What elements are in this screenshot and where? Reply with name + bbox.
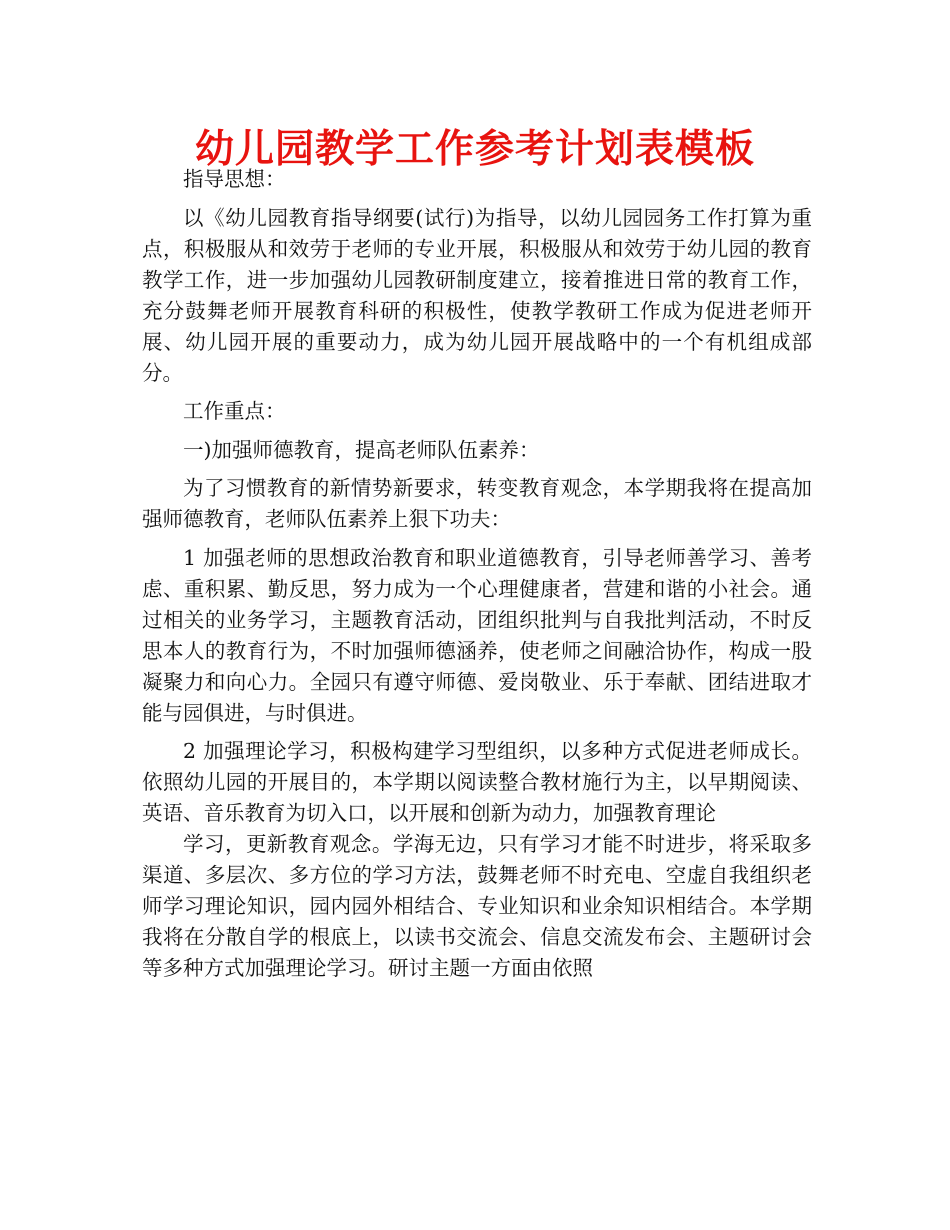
paragraph-item-2-continued: 学习，更新教育观念。学海无边，只有学习才能不时进步，将采取多渠道、多层次、多方位的学习方法，鼓舞老师不时充电、空虚自我组织老师学习理论知识，园内园外相结合、专业知识和业余知识相结合。本学期我将在分散自学的根底上，以读书交流会、信息交流发布会、主题研讨会等多种方式加强理论学习。研讨主题一方面由依照	[142, 832, 812, 980]
document-title: 幼儿园教学工作参考计划表模板	[194, 127, 755, 172]
paragraph-item-2: 2 加强理论学习，积极构建学习型组织，以多种方式促进老师成长。依照幼儿园的开展目的，本学期以阅读整合教材施行为主，以早期阅读、英语、音乐教育为切入口，以开展和创新为动力，加强教育理论	[142, 739, 812, 825]
paragraph-section-1-intro: 为了习惯教育的新情势新要求，转变教育观念，本学期我将在提高加强师德教育，老师队伍素养上狠下功夫：	[142, 476, 812, 531]
heading-work-focus: 工作重点：	[183, 399, 286, 423]
document-body	[142, 164, 812, 992]
paragraph-guiding-thought: 以《幼儿园教育指导纲要(试行)为指导，以幼儿园园务工作打算为重点，积极服从和效劳于老师的专业开展，积极服从和效劳于幼儿园的教育教学工作，进一步加强幼儿园教研制度建立，接着推进日常的教育工作，充分鼓舞老师开展教育科研的积极性，使教学教研工作成为促进老师开展、幼儿园开展的重要动力，成为幼儿园开展战略中的一个有机组成部分。	[142, 205, 812, 385]
paragraph-item-1: 1 加强老师的思想政治教育和职业道德教育，引导老师善学习、善考虑、重积累、勤反思，努力成为一个心理健康者，营建和谐的小社会。通过相关的业务学习，主题教育活动，团组织批判与自我批判活动，不时反思本人的教育行为，不时加强师德涵养，使老师之间融洽协作，构成一股凝聚力和向心力。全园只有遵守师德、爱岗敬业、乐于奉献、团结进取才能与园俱进，与时俱进。	[142, 545, 812, 725]
heading-section-1: 一)加强师德教育，提高老师队伍素养：	[183, 437, 540, 462]
heading-guiding-thought: 指导思想：	[183, 167, 286, 191]
